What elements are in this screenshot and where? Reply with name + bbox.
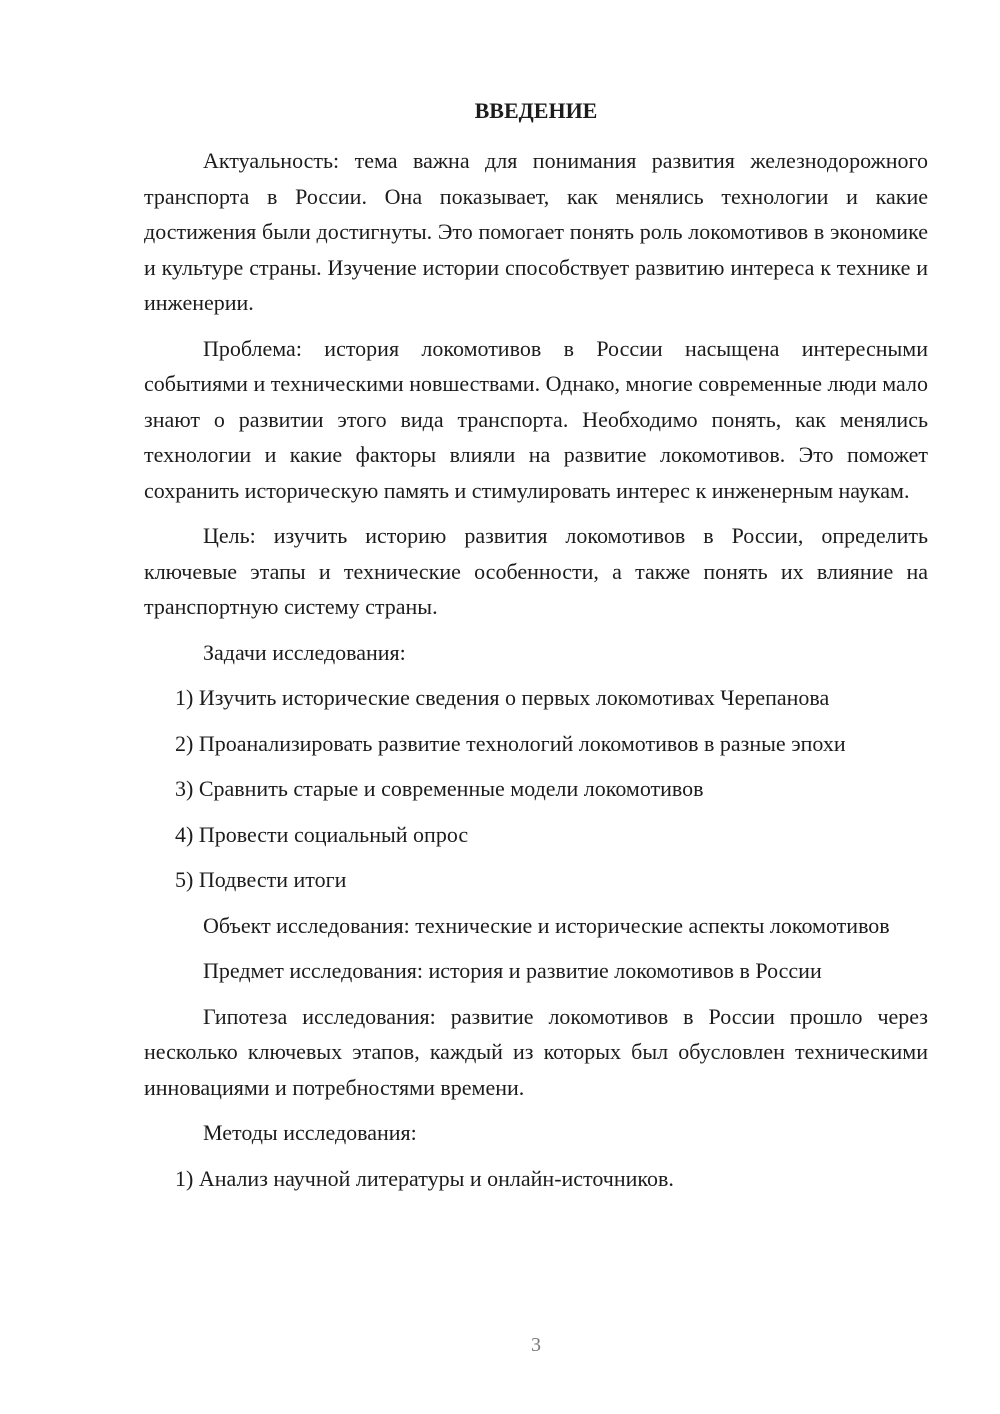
task-item: 4) Провести социальный опрос <box>175 821 469 847</box>
document-body <box>144 143 928 1206</box>
document-page <box>144 0 928 1414</box>
paragraph-problem: Проблема: история локомотивов в России насыщена интересными событиями и техническими новшествами. Однако, многие современные люди мало знают о развитии этого вида транспорта. Необходимо понять, как менялись технологии и какие факторы влияли на развитие локомотивов. Это поможет сохранить историческую память и стимулировать интерес к инженерным наукам. <box>144 335 928 503</box>
tasks-heading: Задачи исследования: <box>203 639 406 665</box>
paragraph-hypothesis: Гипотеза исследования: развитие локомотивов в России прошло через несколько ключевых этапов, каждый из которых был обусловлен техническими инновациями и потребностями времени. <box>144 1003 928 1100</box>
paragraph-subject: Предмет исследования: история и развитие локомотивов в России <box>203 958 822 983</box>
page-number: 3 <box>531 1334 541 1356</box>
task-item: 3) Сравнить старые и современные модели локомотивов <box>175 776 704 801</box>
section-title: ВВЕДЕНИЕ <box>474 98 598 123</box>
task-item: 1) Изучить исторические сведения о первых локомотивах Черепанова <box>175 685 830 710</box>
paragraph-goal: Цель: изучить историю развития локомотивов в России, определить ключевые этапы и технические особенности, а также понять их влияние на транспортную систему страны. <box>144 523 928 619</box>
paragraph-relevance: Актуальность: тема важна для понимания развития железнодорожного транспорта в России. Она показывает, как менялись технологии и какие достижения были достигнуты. Это помогает понять роль локомотивов в экономике и культуре страны. Изучение истории способствует развитию интереса к технике и инженерии. <box>144 148 928 315</box>
task-item: 5) Подвести итоги <box>175 867 347 892</box>
paragraph-object: Объект исследования: технические и исторические аспекты локомотивов <box>203 912 890 938</box>
method-item: 1) Анализ научной литературы и онлайн-источников. <box>175 1165 674 1191</box>
methods-heading: Методы исследования: <box>203 1120 417 1145</box>
task-item: 2) Проанализировать развитие технологий локомотивов в разные эпохи <box>175 730 846 756</box>
